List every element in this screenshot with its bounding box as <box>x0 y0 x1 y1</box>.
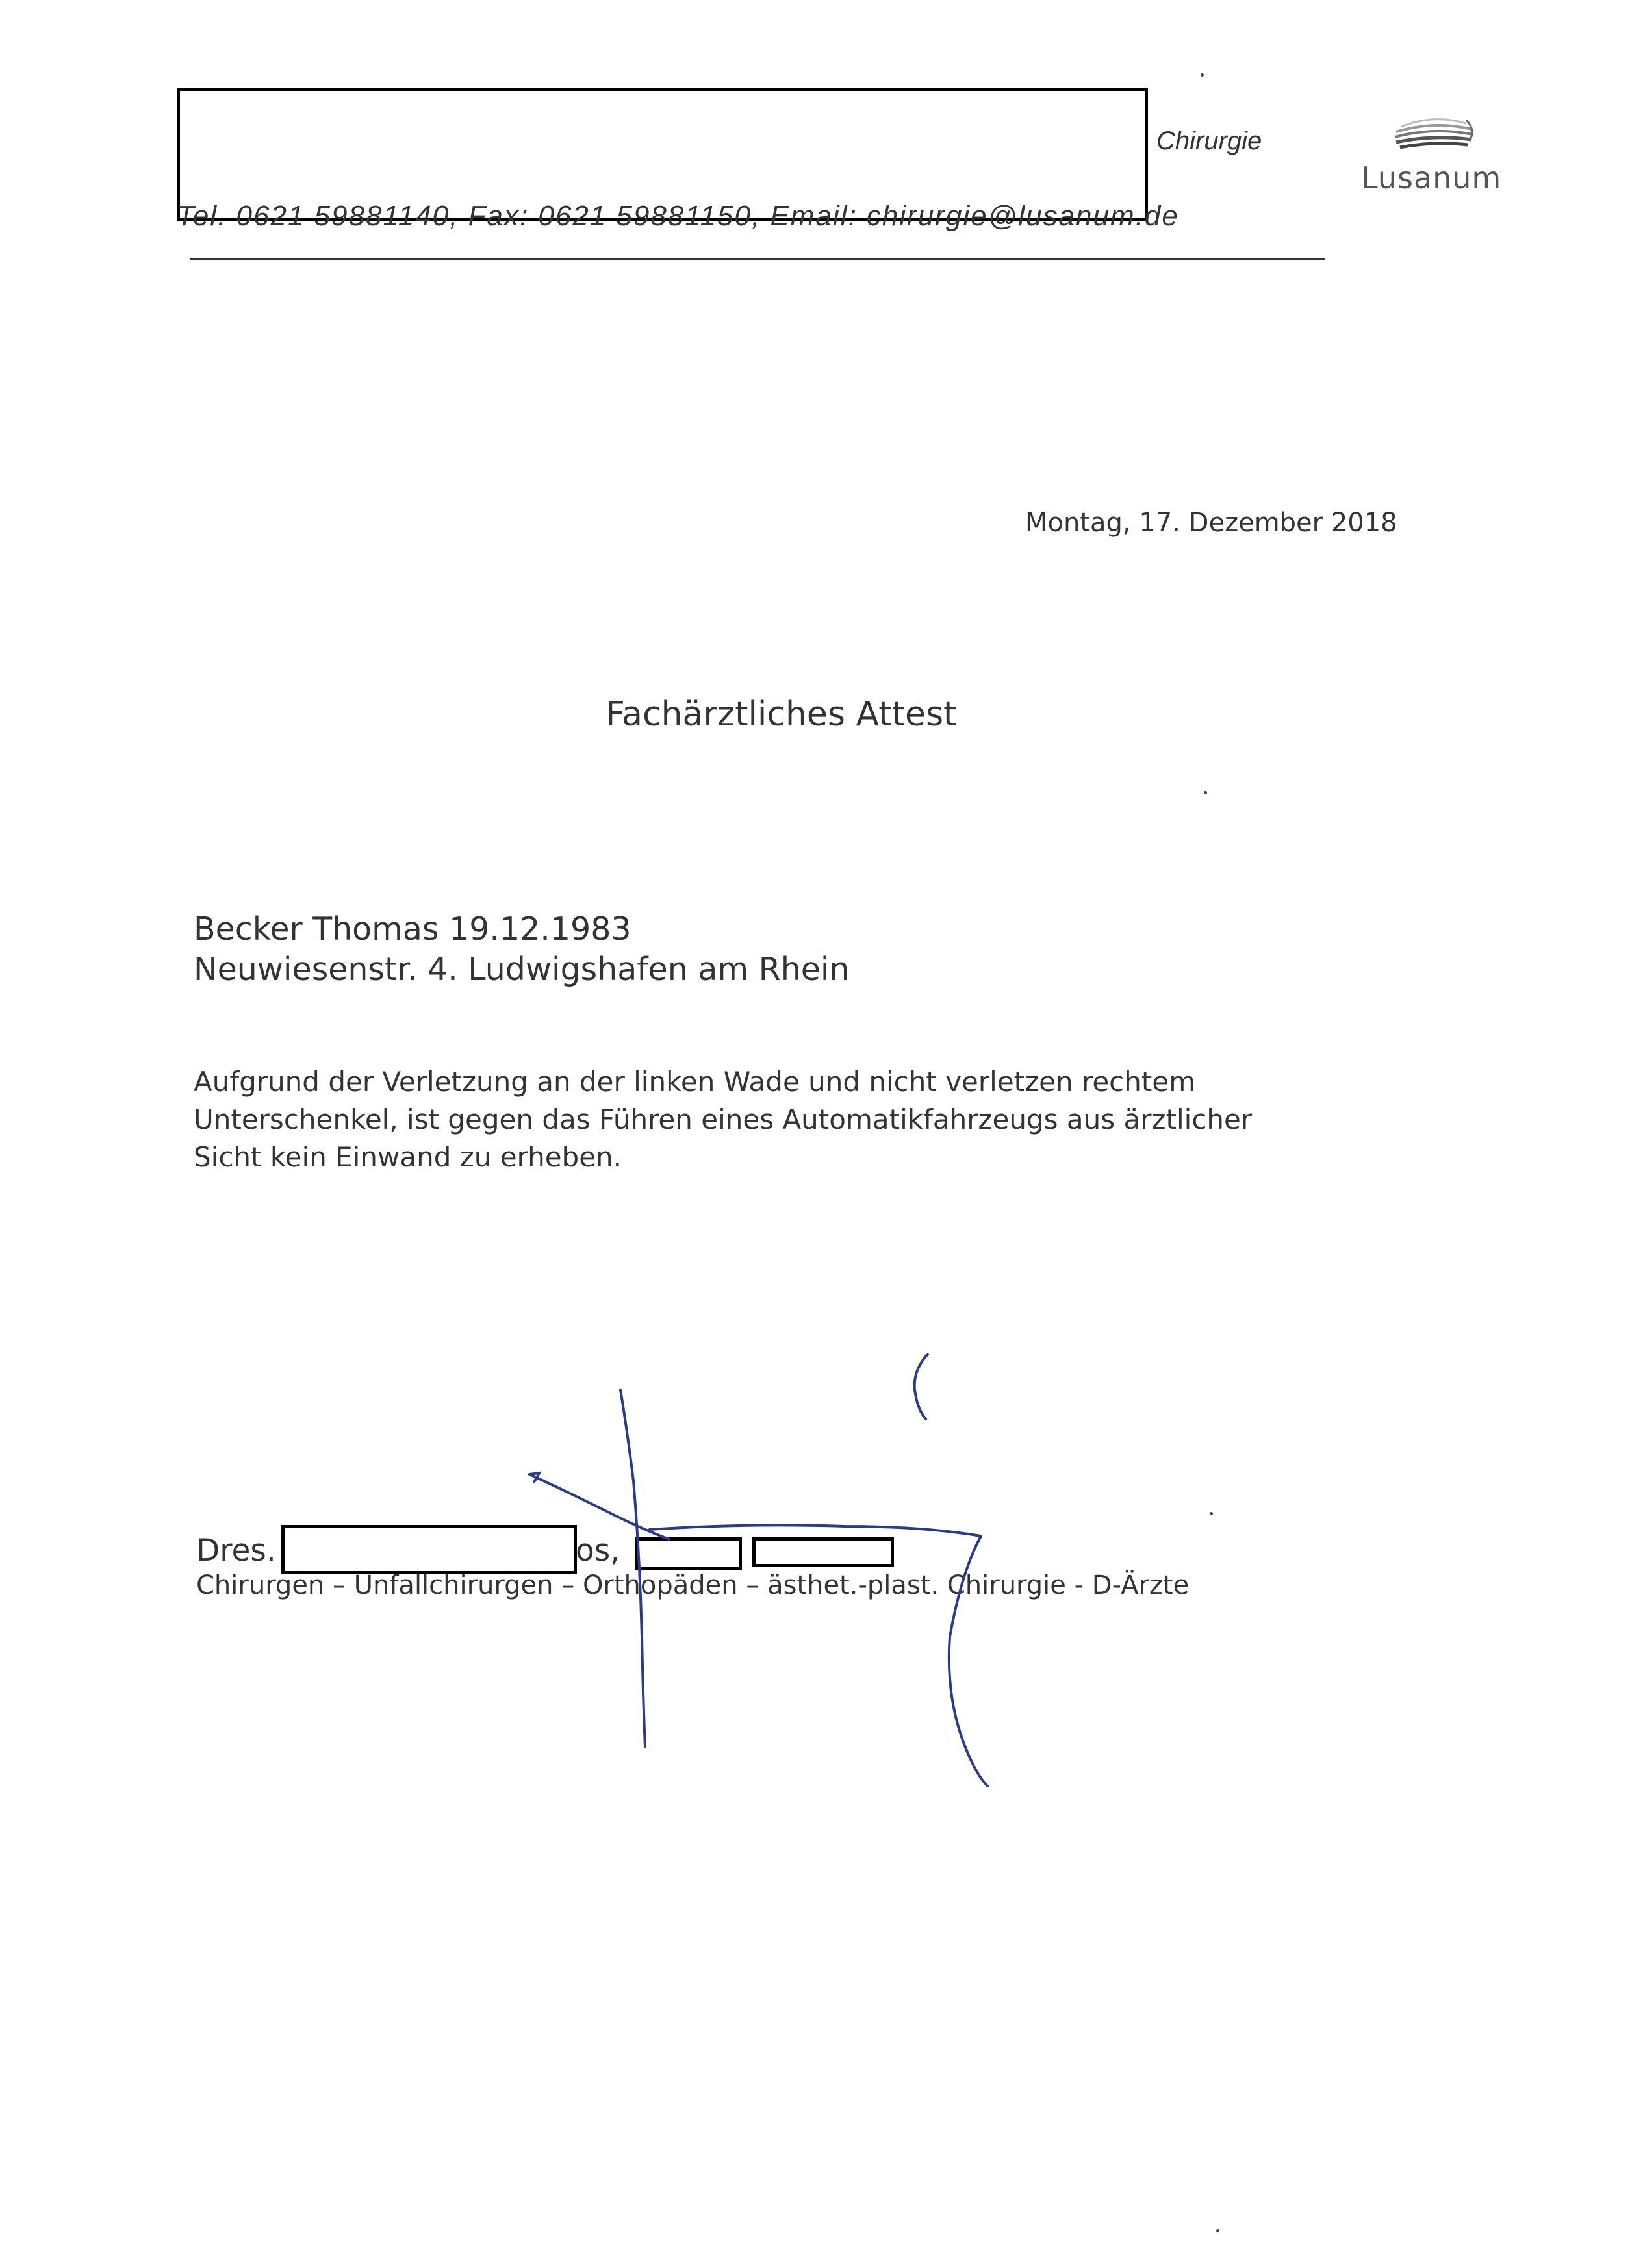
document-title: Fachärztliches Attest <box>605 695 957 734</box>
contact-line-partial: Tel. 0621 59881140, Fax: 0621 59881150, Email: chirurgie@lusanum.de <box>177 200 1179 232</box>
document-date: Montag, 17. Dezember 2018 <box>1025 508 1397 538</box>
dres-fragment: os, <box>576 1533 620 1569</box>
scan-speck <box>1216 2229 1219 2232</box>
patient-address: Neuwiesenstr. 4. Ludwigshafen am Rhein <box>194 951 850 988</box>
scan-speck <box>1204 791 1207 794</box>
body-line-2: Unterschenkel, ist gegen das Führen eines Automatikfahrzeugs aus ärztlicher <box>194 1103 1253 1135</box>
dres-prefix: Dres. <box>196 1533 276 1569</box>
doctor-specialties: Chirurgen – Unfallchirurgen – Orthopäden – ästhet.-plast. Chirurgie - D-Ärzte <box>196 1570 1190 1600</box>
body-line-1: Aufgrund der Verletzung an der linken Wade und nicht verletzen rechtem <box>194 1066 1196 1098</box>
scan-speck <box>1210 1512 1213 1515</box>
header-department: Chirurgie <box>1156 127 1262 155</box>
body-line-3: Sicht kein Einwand zu erheben. <box>194 1141 622 1173</box>
scan-speck <box>1201 73 1204 77</box>
logo-text: Lusanum <box>1361 160 1502 195</box>
patient-name-dob: Becker Thomas 19.12.1983 <box>194 911 631 948</box>
